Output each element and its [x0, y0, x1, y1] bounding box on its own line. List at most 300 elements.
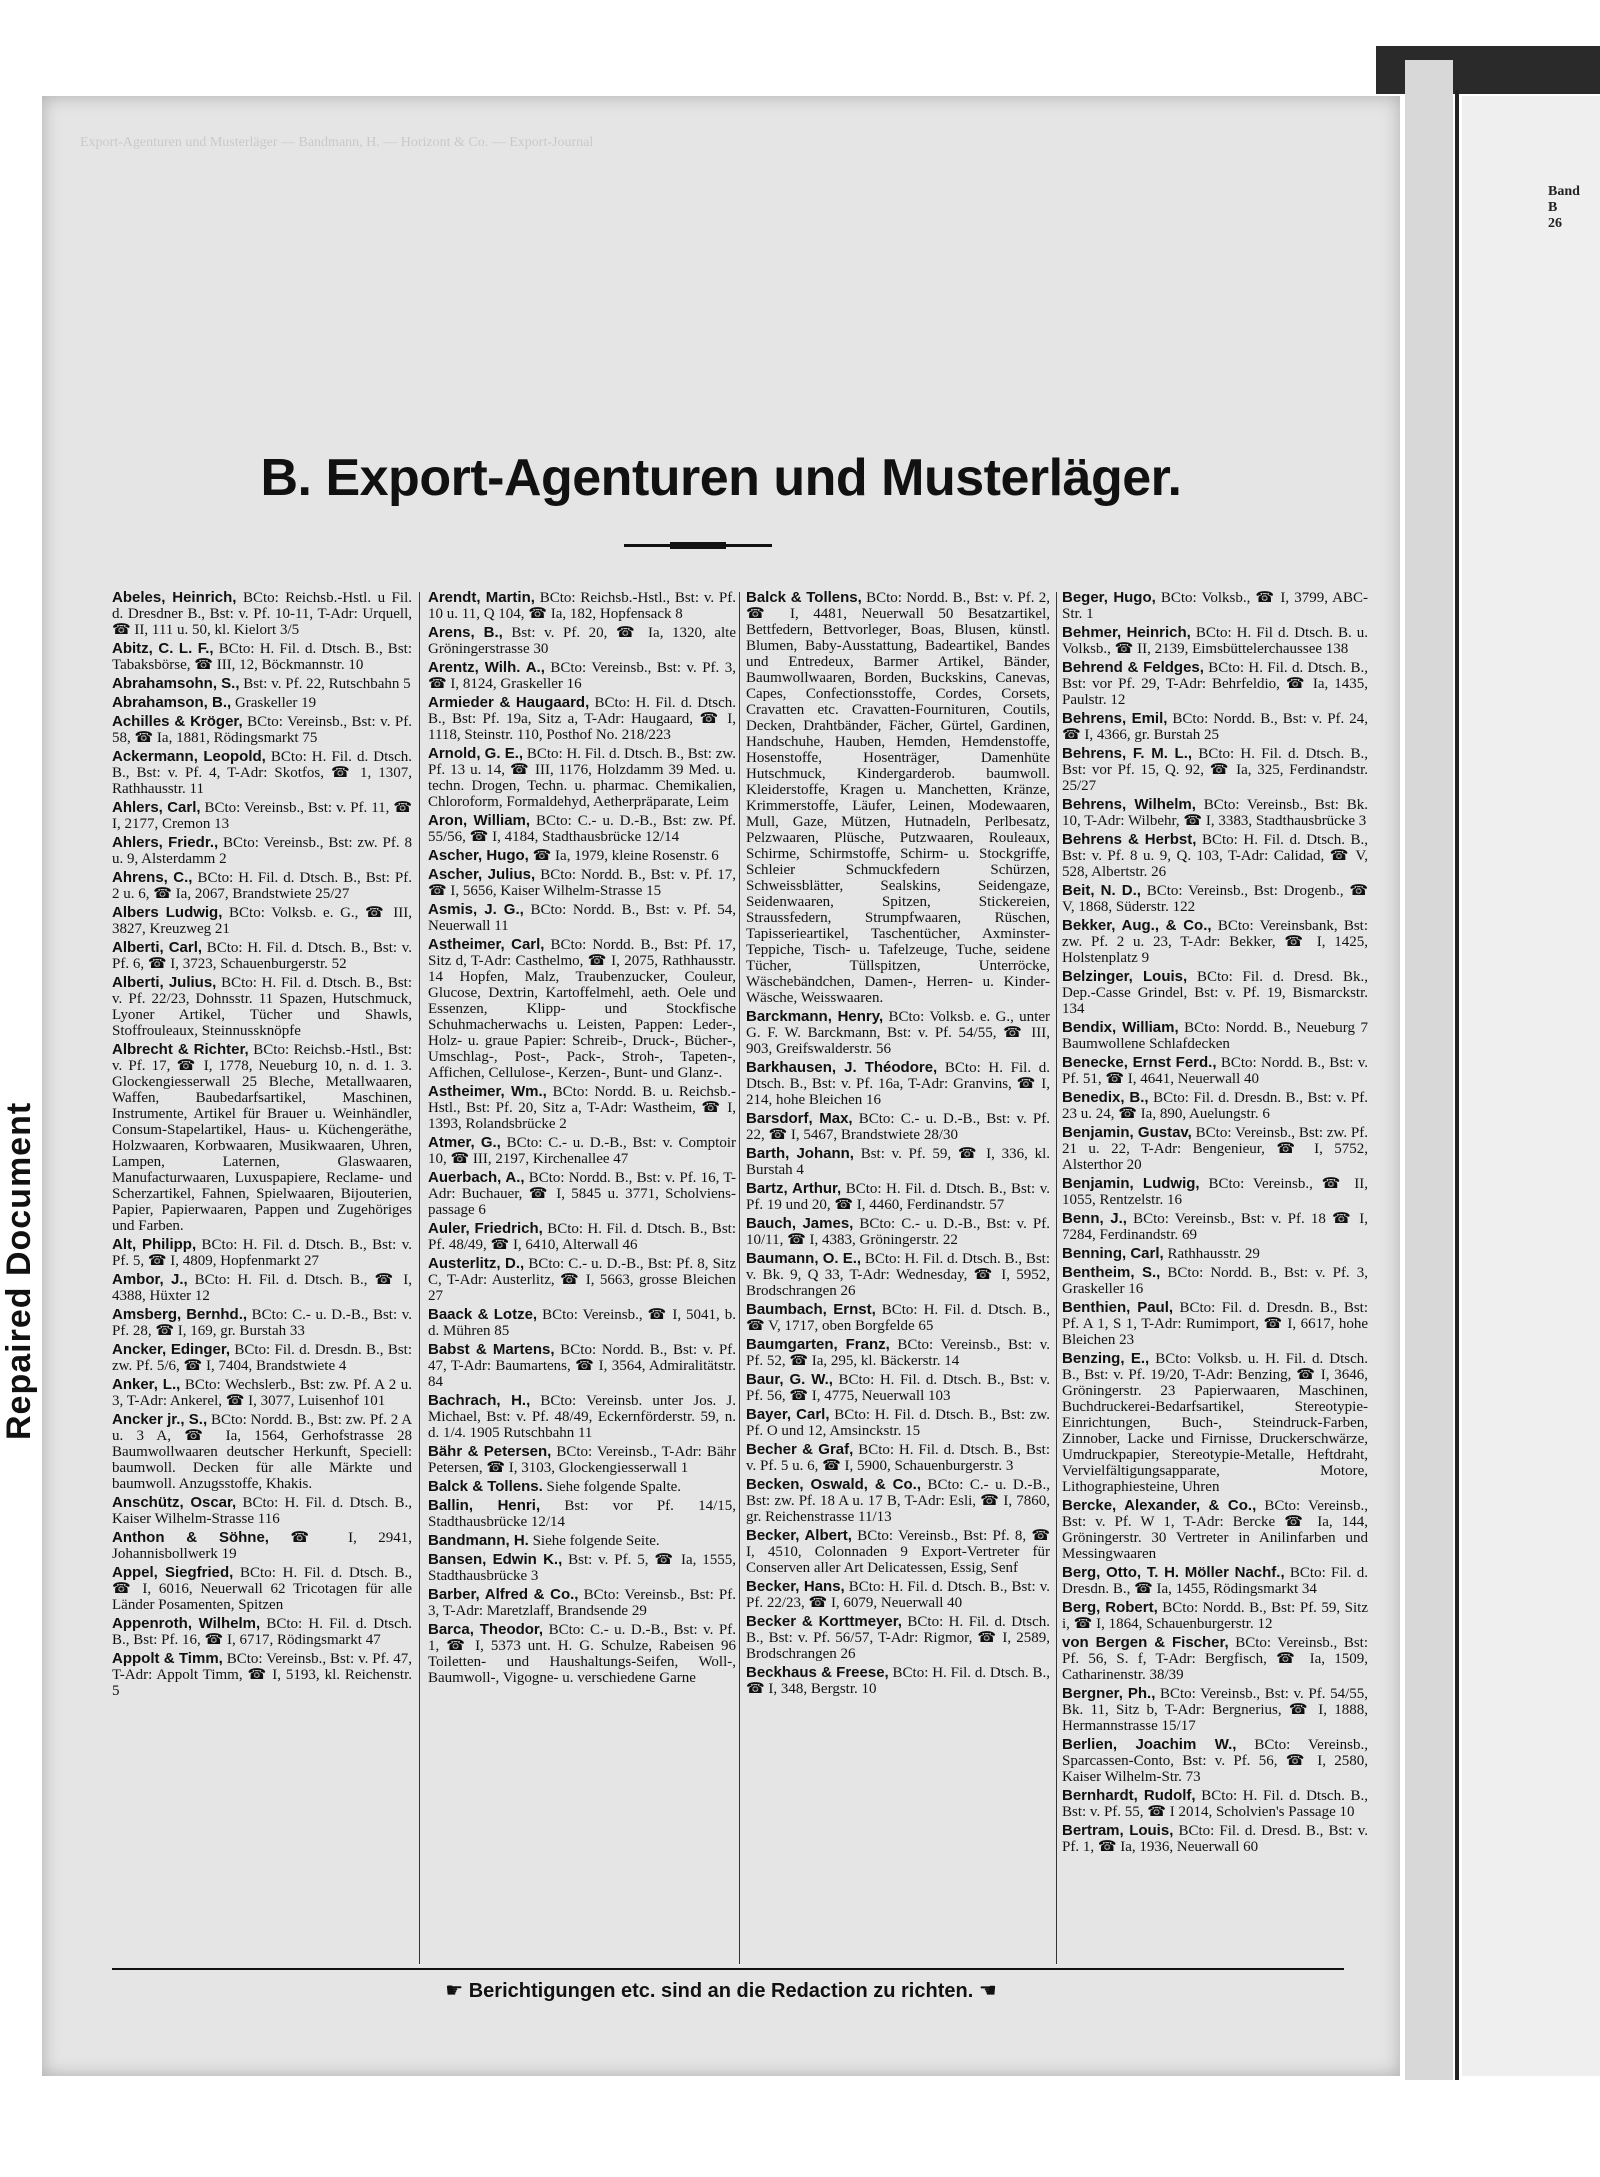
entry-name: Benjamin, Ludwig,: [1062, 1175, 1200, 1192]
directory-entry: [1062, 1125, 1368, 1173]
entry-details: BCto: Vereinsb., Bst: zw. Pf. 21 u. 22, T-Adr: Bengenieur, ☎ I, 5752, Alsterthor 20: [1062, 1125, 1369, 1173]
directory-entry: [428, 660, 736, 692]
entry-details: BCto: H. Fil. d. Dtsch. B., Kaiser Wilhelm-Strasse 116: [112, 1495, 413, 1527]
directory-entry: [746, 1528, 1050, 1576]
entry-name: Behrens & Herbst,: [1062, 831, 1197, 848]
entry-name: Bandmann, H.: [428, 1532, 529, 1549]
directory-entry: [1062, 711, 1368, 743]
entry-name: Amsberg, Bernhd.,: [112, 1306, 248, 1323]
entry-details: BCto: Nordd. B., Bst: Pf. 17, Sitz d, T-Adr: Casthelmo, ☎ I, 2075, Rathhausstr. 14 Hopfen, Malz, Traubenzucker, Couleur, Glucose, Dextrin, Kartoffelmehl, aeth. Oele und Essenzen, Klipp- und Stockfische Schuhmacherwachs u. Leisten, Pappen: Leder-, Holz- u. graue Papier: Schreib-, Druck-, Bücher-, Umschlag-, Post-, Pack-, Stroh-, Tapeten-, Affichen, Cellulose-, Kerzen-, Bunt- und Glanz-.: [428, 937, 736, 1081]
entry-details: BCto: Vereinsb., Sparcassen-Conto, Bst: v. Pf. 56, ☎ I, 2580, Kaiser Wilhelm-Str. 73: [1062, 1737, 1368, 1785]
entry-details: Siehe folgende Seite.: [532, 1533, 660, 1549]
directory-entry: [428, 1533, 736, 1549]
entry-details: BCto: Vereinsb., Bst: Bk. 10, T-Adr: Wilbehr, ☎ I, 3383, Stadthausbrücke 3: [1062, 797, 1369, 829]
directory-entry: [428, 1307, 736, 1339]
directory-entry: [428, 813, 736, 845]
entry-name: Behrend & Feldges,: [1062, 659, 1204, 676]
directory-entry: [746, 1251, 1050, 1299]
directory-entry: [746, 1111, 1050, 1143]
entry-details: BCto: Nordd. B., Bst: v. Pf. 54, Neuerwall 11: [428, 902, 736, 934]
entry-name: Bergner, Ph.,: [1062, 1685, 1156, 1702]
entry-name: Berg, Otto, T. H. Möller Nachf.,: [1062, 1564, 1285, 1581]
directory-column-1: [112, 590, 412, 1965]
gutter-line: [1455, 90, 1459, 2080]
entry-details: Bst: v. Pf. 20, ☎ Ia, 1320, alte Gröningerstrasse 30: [428, 625, 736, 657]
directory-entry: [1062, 625, 1368, 657]
entry-details: BCto: Fil. d. Dresdn. B., ☎ Ia, 1455, Rödingsmarkt 34: [1062, 1565, 1368, 1597]
entry-name: Belzinger, Louis,: [1062, 968, 1188, 985]
directory-entry: [428, 867, 736, 899]
entry-details: BCto: Fil. d. Dresdn. B., Bst: v. Pf. 23 u. 24, ☎ Ia, 890, Auelungstr. 6: [1062, 1090, 1369, 1122]
directory-entry: [112, 695, 412, 711]
entry-details: BCto: H. Fil. d. Dtsch. B., Bst: v. Pf. 55, ☎ I 2014, Scholvien's Passage 10: [1062, 1788, 1369, 1820]
entry-details: BCto: H. Fil. d. Dtsch. B., Bst: Pf. 16, ☎ I, 6717, Rödingsmarkt 47: [112, 1616, 413, 1648]
directory-entry: [1062, 1823, 1368, 1855]
entry-name: Asmis, J. G.,: [428, 901, 524, 918]
directory-entry: [112, 1377, 412, 1409]
entry-details: BCto: H. Fil. d. Dtsch. B., Bst: v. Pf. 5, ☎ I, 4809, Hopfenmarkt 27: [112, 1237, 412, 1269]
entry-details: BCto: Volksb. e. G., ☎ III, 3827, Kreuzweg 21: [112, 905, 413, 937]
entry-details: BCto: Nordd. B., Bst: v. Pf. 17, ☎ I, 5656, Kaiser Wilhelm-Strasse 15: [428, 867, 737, 899]
entry-name: Benzing, E.,: [1062, 1350, 1150, 1367]
entry-details: BCto: H. Fil. d. Dtsch. B., Bst: v. Pf. 56, ☎ I, 4775, Neuerwall 103: [746, 1372, 1051, 1404]
entry-details: BCto: H. Fil. d. Dtsch. B., ☎ I, 348, Bergstr. 10: [746, 1665, 1051, 1697]
entry-name: Behrens, F. M. L.,: [1062, 745, 1193, 762]
directory-entry: [746, 1181, 1050, 1213]
entry-name: Baur, G. W.,: [746, 1371, 833, 1388]
entry-name: Ancker, Edinger,: [112, 1341, 231, 1358]
entry-name: Abrahamson, B.,: [112, 694, 232, 711]
entry-name: Bertram, Louis,: [1062, 1822, 1174, 1839]
entry-details: BCto: H. Fil. d. Dtsch. B., Bst: zw. Pf. O und 12, Amsinckstr. 15: [746, 1407, 1050, 1439]
directory-entry: [1062, 746, 1368, 794]
entry-name: Ahrens, C.,: [112, 869, 193, 886]
entry-details: BCto: Vereinsb., Bst: zw. Pf. 8 u. 9, Alsterdamm 2: [112, 835, 413, 867]
directory-entry: [112, 975, 412, 1039]
entry-details: BCto: H. Fil. d. Dtsch. B., Bst: v. Bk. 9, Q 33, T-Adr: Wednesday, ☎ I, 5952, Brodschrangen 26: [746, 1251, 1050, 1299]
directory-entry: [1062, 1565, 1368, 1597]
entry-details: BCto: Nordd. B. u. Reichsb.-Hstl., Bst: Pf. 20, Sitz a, T-Adr: Wastheim, ☎ I, 1393, Rolandsbrücke 2: [428, 1084, 737, 1132]
directory-entry: [428, 1444, 736, 1476]
directory-column-2: [428, 590, 736, 1965]
entry-name: Atmer, G.,: [428, 1134, 501, 1151]
entry-name: Bansen, Edwin K.,: [428, 1551, 563, 1568]
directory-entry: [112, 714, 412, 746]
entry-details: BCto: H. Fil. d. Dtsch. B., Bst: Tabaksbörse, ☎ III, 12, Böckmannstr. 10: [112, 641, 412, 673]
directory-entry: [1062, 1211, 1368, 1243]
entry-details: Rathhausstr. 29: [1167, 1246, 1260, 1262]
entry-name: Berlien, Joachim W.,: [1062, 1736, 1237, 1753]
entry-details: BCto: H. Fil. d. Dtsch. B., Bst: v. Pf. 4, T-Adr: Skotfos, ☎ 1, 1307, Rathhausstr. 11: [112, 749, 412, 797]
directory-entry: [428, 1342, 736, 1390]
entry-name: Abrahamsohn, S.,: [112, 675, 240, 692]
entry-details: Bst: v. Pf. 22, Rutschbahn 5: [243, 676, 411, 692]
entry-details: BCto: Nordd. B., Neueburg 7 Baumwollene Schlafdecken: [1062, 1020, 1369, 1052]
directory-entry: [746, 1216, 1050, 1248]
entry-name: Berg, Robert,: [1062, 1599, 1158, 1616]
entry-name: Bartz, Arthur,: [746, 1180, 842, 1197]
entry-details: BCto: H. Fil. d. Dtsch. B., Bst: v. Pf. 56/57, T-Adr: Rigmor, ☎ I, 2589, Brodschrangen 26: [746, 1614, 1050, 1662]
entry-details: BCto: H. Fil. d. Dtsch. B., Bst: Pf. 48/49, ☎ I, 6410, Alterwall 46: [428, 1221, 736, 1253]
entry-details: BCto: Fil. d. Dresdn. B., Bst: zw. Pf. 5/6, ☎ I, 7404, Brandstwiete 4: [112, 1342, 413, 1374]
entry-name: Becker, Albert,: [746, 1527, 852, 1544]
page-title: B. Export-Agenturen und Musterläger.: [260, 449, 1182, 507]
directory-entry: [428, 1084, 736, 1132]
directory-entry: [112, 641, 412, 673]
directory-entry: [746, 1442, 1050, 1474]
directory-entry: [1062, 590, 1368, 622]
entry-name: Appenroth, Wilhelm,: [112, 1615, 261, 1632]
directory-entry: [1062, 1265, 1368, 1297]
column-divider: [419, 592, 420, 1964]
entry-details: BCto: H. Fil. d. Dtsch. B., ☎ V, 1717, oben Borgfelde 65: [746, 1302, 1051, 1334]
directory-entry: [428, 1552, 736, 1584]
entry-name: Barca, Theodor,: [428, 1621, 544, 1638]
directory-entry: [1062, 1055, 1368, 1087]
directory-entry: [746, 1477, 1050, 1525]
entry-name: von Bergen & Fischer,: [1062, 1634, 1229, 1651]
entry-name: Becker, Hans,: [746, 1578, 845, 1595]
directory-entry: [112, 676, 412, 692]
entry-details: BCto: Nordd. B., Bst: v. Pf. 47, T-Adr: Baumartens, ☎ I, 3564, Admiralitätstr. 84: [428, 1342, 736, 1390]
entry-name: Appel, Siegfried,: [112, 1564, 234, 1581]
entry-name: Auerbach, A.,: [428, 1169, 525, 1186]
directory-entry: [746, 1009, 1050, 1057]
entry-name: Behmer, Heinrich,: [1062, 624, 1191, 641]
directory-entry: [1062, 1635, 1368, 1683]
entry-name: Beckhaus & Freese,: [746, 1664, 889, 1681]
entry-name: Arnold, G. E.,: [428, 745, 524, 762]
entry-name: Arendt, Martin,: [428, 589, 535, 606]
entry-details: BCto: Reichsb.-Hstl. u Fil. d. Dresdner B., Bst: v. Pf. 10-11, T-Adr: Urquell, ☎ II, 111 u. 50, kl. Kielort 3/5: [112, 590, 412, 638]
entry-details: BCto: H. Fil. d. Dtsch. B., Bst: vor Pf. 29, T-Adr: Behrfeldio, ☎ Ia, 1435, Paulstr. 12: [1062, 660, 1369, 708]
entry-name: Ancker jr., S.,: [112, 1411, 208, 1428]
entry-details: BCto: H. Fil d. Dtsch. B. u. Volksb., ☎ II, 2139, Eimsbüttelerchaussee 138: [1062, 625, 1369, 657]
pointing-hand-left-icon: ☚: [978, 1978, 997, 2002]
entry-details: BCto: Reichsb.-Hstl., Bst: v. Pf. 10 u. 11, Q 104, ☎ Ia, 182, Hopfensack 8: [428, 590, 737, 622]
entry-name: Balck & Tollens,: [746, 589, 862, 606]
entry-name: Ballin, Henri,: [428, 1497, 541, 1514]
directory-entry: [1062, 1737, 1368, 1785]
directory-entry: [1062, 660, 1368, 708]
directory-entry: [112, 590, 412, 638]
entry-name: Barber, Alfred & Co.,: [428, 1586, 579, 1603]
entry-details: BCto: C.- u. D.-B., Bst: zw. Pf. 55/56, ☎ I, 4184, Stadthausbrücke 12/14: [428, 813, 737, 845]
entry-name: Arens, B.,: [428, 624, 503, 641]
entry-name: Austerlitz, D.,: [428, 1255, 525, 1272]
entry-details: Bst: v. Pf. 5, ☎ Ia, 1555, Stadthausbrücke 3: [428, 1552, 736, 1584]
entry-name: Ascher, Julius,: [428, 866, 536, 883]
footer-rule: [112, 1968, 1344, 1970]
entry-details: BCto: H. Fil. d. Dtsch. B., Bst: vor Pf. 15, Q. 92, ☎ Ia, 325, Ferdinandstr. 25/27: [1062, 746, 1368, 794]
entry-details: BCto: Reichsb.-Hstl., Bst: v. Pf. 17, ☎ I, 1778, Neueburg 10, n. d. 1. 3. Glockengiesserwall 25 Bleche, Metallwaaren, Waffen, Baubedarfsartikel, Maschinen, Instrumente, Artikel für Brauer u. Weinhändler, Consum-Stapelartikel, Haus- u. Küchengeräthe, Holzwaaren, Korbwaaren, Musikwaaren, Uhren, Lampen, Laternen, Glaswaaren, Manufacturwaaren, Luxuspapiere, Reclame- und Scherzartikel, Fahnen, Spielwaaren, Bijouterien, Papier, Papierwaaren, Pappen und Zugehöriges und Farben.: [112, 1042, 413, 1234]
directory-entry: [1062, 1176, 1368, 1208]
directory-entry: [112, 1272, 412, 1304]
entry-details: BCto: Vereinsbank, Bst: zw. Pf. 2 u. 23, T-Adr: Bekker, ☎ I, 1425, Holstenplatz 9: [1062, 918, 1369, 966]
entry-name: Ambor, J.,: [112, 1271, 188, 1288]
entry-name: Bentheim, S.,: [1062, 1264, 1161, 1281]
directory-entry: [428, 1587, 736, 1619]
entry-details: BCto: C.- u. D.-B., Bst: v. Comptoir 10, ☎ III, 2197, Kirchenallee 47: [428, 1135, 736, 1167]
entry-details: BCto: Vereinsb., Bst: v. Pf. 11, ☎ I, 2177, Cremon 13: [112, 800, 413, 832]
entry-details: BCto: H. Fil. d. Dtsch. B., Bst: v. Pf. 6, ☎ I, 3723, Schauenburgerstr. 52: [112, 940, 412, 972]
entry-name: Barckmann, Henry,: [746, 1008, 884, 1025]
entry-details: BCto: Vereinsb. unter Jos. J. Michael, Bst: v. Pf. 48/49, Eckernförderstr. 59, n. d. 1/4. 1905 Rutschbahn 11: [428, 1393, 736, 1441]
entry-details: BCto: Vereinsb., Bst: Pf. 3, T-Adr: Maretzlaff, Brandsende 29: [428, 1587, 737, 1619]
column-divider: [739, 592, 740, 1964]
entry-details: BCto: Nordd. B., Bst: Pf. 59, Sitz i, ☎ I, 1864, Schauenburgerstr. 12: [1062, 1600, 1369, 1632]
directory-entry: [112, 1616, 412, 1648]
entry-details: BCto: Volksb. e. G., unter G. F. W. Barckmann, Bst: v. Pf. 54/55, ☎ III, 903, Greifswalderstr. 56: [746, 1009, 1051, 1057]
directory-entry: [112, 1530, 412, 1562]
entry-details: BCto: H. Fil. d. Dtsch. B., Bst: v. Pf. 16a, T-Adr: Granvins, ☎ I, 214, hohe Bleichen 16: [746, 1060, 1050, 1108]
entry-details: BCto: Vereinsb., Bst: v. Pf. 54/55, Bk. 11, Sitz b, T-Adr: Bergnerius, ☎ I, 1888, Hermannstrasse 15/17: [1062, 1686, 1369, 1734]
directory-entry: [428, 1135, 736, 1167]
directory-entry: [746, 1337, 1050, 1369]
entry-details: BCto: C.- u. D.-B., Bst: v. Pf. 10/11, ☎ I, 4383, Gröningerstr. 22: [746, 1216, 1051, 1248]
directory-entry: [1062, 969, 1368, 1017]
entry-name: Baack & Lotze,: [428, 1306, 538, 1323]
directory-entry: [746, 590, 1050, 1006]
directory-entry: [428, 1479, 736, 1495]
directory-entry: [428, 1170, 736, 1218]
directory-entry: [1062, 918, 1368, 966]
entry-name: Babst & Martens,: [428, 1341, 555, 1358]
entry-details: BCto: C.- u. D.-B., Bst: v. Pf. 22, ☎ I, 5467, Brandstwiete 28/30: [746, 1111, 1051, 1143]
entry-details: BCto: C.- u. D.-B., Bst: Pf. 8, Sitz C, T-Adr: Austerlitz, ☎ I, 5663, grosse Bleichen 27: [428, 1256, 736, 1304]
directory-entry: [112, 905, 412, 937]
entry-name: Benjamin, Gustav,: [1062, 1124, 1192, 1141]
entry-details: BCto: H. Fil. d. Dtsch. B., Bst: v. Pf. 8 u. 9, Q. 103, T-Adr: Calidad, ☎ V, 528, Albertstr. 26: [1062, 832, 1369, 880]
footer-note: [60, 1978, 1382, 2003]
entry-details: BCto: H. Fil. d. Dtsch. B., ☎ I, 4388, Hüxter 12: [112, 1272, 412, 1304]
entry-details: BCto: Fil. d. Dresdn. B., Bst: Pf. A 1, S 1, T-Adr: Rumimport, ☎ I, 6617, hohe Bleichen 23: [1062, 1300, 1368, 1348]
entry-details: BCto: Nordd. B., Bst: v. Pf. 16, T-Adr: Buchauer, ☎ I, 5845 u. 3771, Scholvienspassage 6: [428, 1170, 737, 1218]
entry-details: BCto: H. Fil. d. Dtsch. B., Bst: Pf. 2 u. 6, ☎ Ia, 2067, Brandstwiete 25/27: [112, 870, 413, 902]
entry-name: Alberti, Julius,: [112, 974, 217, 991]
directory-entry: [428, 1393, 736, 1441]
entry-name: Albrecht & Richter,: [112, 1041, 249, 1058]
entry-details: BCto: Nordd. B., Bst: v. Pf. 3, Graskeller 16: [1062, 1265, 1368, 1297]
directory-entry: [746, 1614, 1050, 1662]
entry-details: BCto: Vereinsb., Bst: Drogenb., ☎ V, 1868, Süderstr. 122: [1062, 883, 1369, 915]
entry-name: Bendix, William,: [1062, 1019, 1179, 1036]
directory-entry: [112, 1495, 412, 1527]
directory-entry: [1062, 1246, 1368, 1262]
entry-name: Baumbach, Ernst,: [746, 1301, 876, 1318]
entry-details: BCto: Vereinsb., ☎ I, 5041, b. d. Mühren 85: [428, 1307, 736, 1339]
entry-name: Balck & Tollens.: [428, 1478, 543, 1495]
directory-entry: [746, 1372, 1050, 1404]
directory-entry: [1062, 1686, 1368, 1734]
entry-details: BCto: Vereinsb., Bst: v. Pf. 18 ☎ I, 7284, Ferdinandstr. 69: [1062, 1211, 1369, 1243]
entry-details: BCto: Vereinsb., Bst: v. Pf. 52, ☎ Ia, 295, kl. Bäckerstr. 14: [746, 1337, 1051, 1369]
entry-name: Beger, Hugo,: [1062, 589, 1156, 606]
entry-details: BCto: H. Fil. d. Dtsch. B., ☎ I, 6016, Neuerwall 62 Tricotagen für alle Länder Posamenten, Spitzen: [112, 1565, 412, 1613]
entry-name: Anker, L.,: [112, 1376, 181, 1393]
entry-details: BCto: Fil. d. Dresd. B., Bst: v. Pf. 1, ☎ Ia, 1936, Neuerwall 60: [1062, 1823, 1368, 1855]
entry-details: Siehe folgende Spalte.: [546, 1479, 682, 1495]
entry-name: Ahlers, Carl,: [112, 799, 201, 816]
entry-name: Albers Ludwig,: [112, 904, 223, 921]
edge-label: Repaired Document: [0, 1101, 38, 1440]
directory-entry: [1062, 832, 1368, 880]
entry-name: Armieder & Haugaard,: [428, 694, 590, 711]
directory-entry: [1062, 1351, 1368, 1495]
entry-details: BCto: Nordd. B., Bst: v. Pf. 24, ☎ I, 4366, gr. Burstah 25: [1062, 711, 1369, 743]
entry-name: Bercke, Alexander, & Co.,: [1062, 1497, 1257, 1514]
directory-entry: [428, 937, 736, 1081]
entry-name: Benning, Carl,: [1062, 1245, 1164, 1262]
entry-name: Benecke, Ernst Ferd.,: [1062, 1054, 1217, 1071]
entry-name: Bekker, Aug., & Co.,: [1062, 917, 1212, 934]
entry-details: BCto: H. Fil. d. Dtsch. B., Bst: v. Pf. 5 u. 6, ☎ I, 5900, Schauenburgerstr. 3: [746, 1442, 1050, 1474]
entry-details: BCto: C.- u. D.-B., Bst: zw. Pf. 18 A u. 17 B, T-Adr: Esli, ☎ I, 7860, gr. Reichenstrasse 11/13: [746, 1477, 1050, 1525]
entry-name: Ackermann, Leopold,: [112, 748, 266, 765]
entry-name: Benn, J.,: [1062, 1210, 1127, 1227]
directory-entry: [428, 590, 736, 622]
entry-details: BCto: Vereinsb., T-Adr: Bähr Petersen, ☎ I, 3103, Glockengiesserwall 1: [428, 1444, 736, 1476]
show-through-text: Export-Agenturen und Musterläger — Bandmann, H. — Horizont & Co. — Export-Journal: [80, 135, 594, 150]
directory-entry: [746, 1665, 1050, 1697]
entry-details: BCto: H. Fil. d. Dtsch. B., Bst: v. Pf. 22/23, ☎ I, 6079, Neuerwall 40: [746, 1579, 1050, 1611]
entry-details: BCto: Volksb. u. H. Fil. d. Dtsch. B., Bst: v. Pf. 19/20, T-Adr: Benzing, ☎ I, 3646, Gröningerstr. 23 Papierwaaren, Maschinen, Buchdruckerei-Bedarfsartikel, Stereotypie-Einrichtungen, Buch-, Steindruck-Farben, Zinnober, Lacke und Firnisse, Druckerschwärze, Umdruckpapier, Stereotypie-Metalle, Heftdraht, Vervielfältigungsapparate, Motore, Lithographiesteine, Uhren: [1062, 1351, 1368, 1495]
directory-column-4: [1062, 590, 1368, 1965]
directory-entry: [112, 1412, 412, 1492]
entry-name: Bähr & Petersen,: [428, 1443, 552, 1460]
directory-entry: [1062, 1498, 1368, 1562]
entry-details: BCto: Wechslerb., Bst: zw. Pf. A 2 u. 3, T-Adr: Ankerel, ☎ I, 3077, Luisenhof 101: [112, 1377, 412, 1409]
directory-entry: [428, 902, 736, 934]
entry-name: Achilles & Kröger,: [112, 713, 243, 730]
directory-entry: [112, 1307, 412, 1339]
entry-name: Abeles, Heinrich,: [112, 589, 237, 606]
directory-entry: [746, 1146, 1050, 1178]
directory-entry: [428, 695, 736, 743]
entry-name: Baumgarten, Franz,: [746, 1336, 890, 1353]
entry-details: BCto: H. Fil. d. Dtsch. B., Bst: zw. Pf. 13 u. 14, ☎ III, 1176, Holzdamm 39 Med. u. techn. Drogen, Techn. u. pharmac. Chemikalien, Chloroform, Formaldehyd, Aetherpräparate, Leim: [428, 746, 736, 810]
directory-column-3: [746, 590, 1050, 1965]
directory-entry: [112, 1651, 412, 1699]
entry-name: Aron, William,: [428, 812, 531, 829]
left-page-edge: [0, 0, 38, 2177]
entry-details: BCto: Nordd. B., Bst: v. Pf. 2, ☎ I, 4481, Neuerwall 50 Besatzartikel, Bettfedern, Bettvorleger, Boas, Blusen, künstl. Blumen, Baby-Ausstattung, Badeartikel, Bandes und Entredeux, Barmer Artikel, Bänder, Baumwollwaaren, Borden, Buckskins, Canevas, Capes, Confectionsstoffe, Cordes, Corsets, Cravatten etc. Cravatten-Fournituren, Coutils, Decken, Drahtbänder, Fächer, Gürtel, Gardinen, Handschuhe, Hauben, Hemden, Hemdenstoffe, Hosenstoffe, Hosenträger, Damenhüte Hutschmuck, Kindergarderob. baumwoll. Kleiderstoffe, Kragen u. Manchetten, Kränze, Krimmerstoffe, Läufer, Leinen, Modewaaren, Mull, Gaze, Mützen, Hutnadeln, Perlbesatz, Pelzwaaren, Plüsche, Putzwaaren, Rouleaux, Schirme, Schirmstoffe, Schirm- u. Stockgriffe, Schleier Schmuckfedern Schürzen, Schweissblätter, Sealskins, Seidengaze, Seidenwaaren, Spitzen, Stickereien, Straussfedern, Strumpfwaaren, Rüschen, Tapisserieartikel, Taschentücher, Axminster-Teppiche, Tisch- u. Tafelzeuge, Tuche, seidene Tücher, Tüllspitzen, Unterröcke, Wäschebändchen, Damen-, Herren- u. Kinder-Wäsche, Weisswaaren.: [746, 590, 1051, 1006]
entry-name: Bayer, Carl,: [746, 1406, 830, 1423]
entry-name: Anschütz, Oscar,: [112, 1494, 237, 1511]
directory-entry: [1062, 883, 1368, 915]
entry-details: BCto: Vereinsb., Bst: v. Pf. 3, ☎ I, 8124, Graskeller 16: [428, 660, 736, 692]
directory-entry: [1062, 1020, 1368, 1052]
directory-entry: [428, 848, 736, 864]
entry-details: BCto: Vereinsb., ☎ II, 1055, Rentzelstr. 16: [1062, 1176, 1369, 1208]
next-page-edge: [1462, 96, 1600, 2076]
directory-entry: [1062, 1090, 1368, 1122]
entry-details: BCto: Vereinsb., Bst: v. Pf. W 1, T-Adr: Bercke ☎ Ia, 144, Gröningerstr. 30 Vertreter in Anilinfarben und Messingwaaren: [1062, 1498, 1369, 1562]
directory-entry: [428, 1221, 736, 1253]
entry-name: Astheimer, Wm.,: [428, 1083, 547, 1100]
directory-entry: [112, 749, 412, 797]
title-rule-center: [670, 542, 726, 549]
page-gutter: [1405, 60, 1453, 2080]
entry-name: Bernhardt, Rudolf,: [1062, 1787, 1196, 1804]
entry-details: BCto: C.- u. D.-B., Bst: v. Pf. 28, ☎ I, 169, gr. Burstah 33: [112, 1307, 413, 1339]
entry-details: BCto: Vereinsb., Bst: Pf. 56, S. f, T-Adr: Bergfisch, ☎ Ia, 1509, Catharinenstr. 38/39: [1062, 1635, 1368, 1683]
directory-entry: [112, 835, 412, 867]
entry-name: Ascher, Hugo,: [428, 847, 529, 864]
directory-entry: [112, 870, 412, 902]
entry-name: Baumann, O. E.,: [746, 1250, 862, 1267]
entry-name: Auler, Friedrich,: [428, 1220, 543, 1237]
entry-name: Appolt & Timm,: [112, 1650, 223, 1667]
directory-entry: [746, 1407, 1050, 1439]
entry-name: Abitz, C. L. F.,: [112, 640, 214, 657]
column-divider: [1056, 592, 1057, 1964]
directory-entry: [428, 625, 736, 657]
entry-details: BCto: Fil. d. Dresd. Bk., Dep.-Casse Grindel, Bst: v. Pf. 19, Bismarckstr. 134: [1062, 969, 1369, 1017]
directory-entry: [1062, 1788, 1368, 1820]
directory-entry: [112, 1565, 412, 1613]
entry-details: BCto: Vereinsb., Bst: Pf. 8, ☎ I, 4510, Colonnaden 9 Export-Vertreter für Conserven aller Art Delicatessen, Essig, Senf: [746, 1528, 1051, 1576]
entry-name: Behrens, Wilhelm,: [1062, 796, 1196, 813]
entry-details: ☎ Ia, 1979, kleine Rosenstr. 6: [532, 848, 719, 864]
entry-name: Astheimer, Carl,: [428, 936, 545, 953]
directory-entry: [112, 1342, 412, 1374]
entry-name: Barth, Johann,: [746, 1145, 854, 1162]
entry-details: BCto: Vereinsb., Bst: v. Pf. 47, T-Adr: Appolt Timm, ☎ I, 5193, kl. Reichenstr. 5: [112, 1651, 412, 1699]
entry-details: Bst: v. Pf. 59, ☎ I, 336, kl. Burstah 4: [746, 1146, 1050, 1178]
entry-details: BCto: Vereinsb., Bst: v. Pf. 58, ☎ Ia, 1881, Rödingsmarkt 75: [112, 714, 412, 746]
entry-name: Bachrach, H.,: [428, 1392, 531, 1409]
entry-name: Barkhausen, J. Théodore,: [746, 1059, 938, 1076]
entry-details: Bst: vor Pf. 14/15, Stadthausbrücke 12/14: [428, 1498, 737, 1530]
directory-entry: [112, 1042, 412, 1234]
directory-entry: [746, 1302, 1050, 1334]
entry-name: Anthon & Söhne,: [112, 1529, 269, 1546]
entry-name: Benthien, Paul,: [1062, 1299, 1174, 1316]
entry-name: Becken, Oswald, & Co.,: [746, 1476, 922, 1493]
entry-name: Alberti, Carl,: [112, 939, 203, 956]
directory-entry: [112, 800, 412, 832]
entry-details: BCto: Nordd. B., Bst: zw. Pf. 2 A u. 3 A, ☎ Ia, 1564, Gerhofstrasse 28 Baumwollwaaren deutscher Herkunft, Speciell: baumwoll. Decken für alle Märkte und baumwoll. Anzugsstoffe, Khakis.: [112, 1412, 413, 1492]
entry-details: BCto: Volksb., ☎ I, 3799, ABC-Str. 1: [1062, 590, 1369, 622]
entry-name: Behrens, Emil,: [1062, 710, 1168, 727]
directory-entry: [428, 1498, 736, 1530]
entry-name: Beit, N. D.,: [1062, 882, 1141, 899]
entry-details: BCto: C.- u. D.-B., Bst: v. Pf. 1, ☎ I, 5373 unt. H. G. Schulze, Rabeisen 96 Toiletten- und Haushaltungs-Seifen, Woll-, Baumwoll-, Vigogne- u. verschiedene Garne: [428, 1622, 737, 1686]
entry-details: BCto: H. Fil. d. Dtsch. B., Bst: Pf. 19a, Sitz a, T-Adr: Haugaard, ☎ I, 1118, Steinstr. 110, Posthof No. 218/223: [428, 695, 737, 743]
entry-details: ☎ I, 2941, Johannisbollwerk 19: [112, 1530, 412, 1562]
entry-name: Arentz, Wilh. A.,: [428, 659, 545, 676]
directory-entry: [428, 1622, 736, 1686]
directory-entry: [428, 746, 736, 810]
entry-details: BCto: Nordd. B., Bst: v. Pf. 51, ☎ I, 4641, Neuerwall 40: [1062, 1055, 1368, 1087]
entry-name: Becher & Graf,: [746, 1441, 854, 1458]
pointing-hand-right-icon: ☛: [445, 1978, 464, 2002]
next-page-snippet: Band B 26: [1548, 184, 1580, 231]
entry-name: Alt, Philipp,: [112, 1236, 197, 1253]
entry-name: Barsdorf, Max,: [746, 1110, 853, 1127]
directory-entry: [1062, 1300, 1368, 1348]
directory-entry: [112, 940, 412, 972]
directory-entry: [1062, 1600, 1368, 1632]
directory-entry: [112, 1237, 412, 1269]
directory-entry: [428, 1256, 736, 1304]
entry-details: Graskeller 19: [234, 695, 317, 711]
entry-details: BCto: H. Fil. d. Dtsch. B., Bst: v. Pf. 22/23, Dohnsstr. 11 Spazen, Hutschmuck, Lyoner Artikel, Tücher und Shawls, Stoffrouleaux, Steinnussknöpfe: [112, 975, 412, 1039]
directory-entry: [1062, 797, 1368, 829]
entry-name: Benedix, B.,: [1062, 1089, 1149, 1106]
entry-name: Ahlers, Friedr.,: [112, 834, 219, 851]
